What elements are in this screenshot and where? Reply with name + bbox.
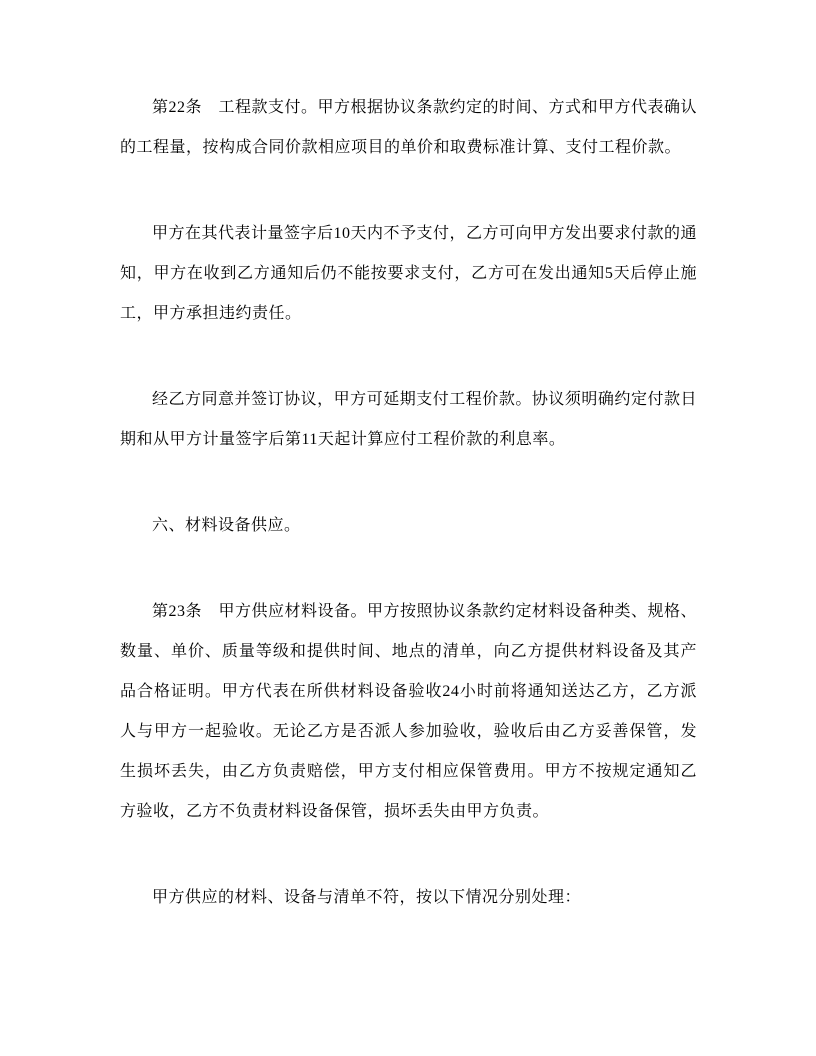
section-heading-materials-supply: 六、材料设备供应。 [152,517,301,534]
paragraph-deferred-payment-agreement: 经乙方同意并签订协议，甲方可延期支付工程价款。协议须明确约定付款日期和从甲方计量签字后第11天起计算应付工程价款的利息率。 [120,391,697,448]
paragraph-payment-deadline-notice: 甲方在其代表计量签字后10天内不予支付，乙方可向甲方发出要求付款的通知，甲方在收到乙方通知后仍不能按要求支付，乙方可在发出通知5天后停止施工，甲方承担违约责任。 [120,225,698,322]
paragraph-supply-list-mismatch: 甲方供应的材料、设备与清单不符，按以下情况分别处理： [152,889,582,906]
paragraph-article-23-materials-supply: 第23条 甲方供应材料设备。甲方按照协议条款约定材料设备种类、规格、数量、单价、质量等级和提供时间、地点的清单，向乙方提供材料设备及其产品合格证明。甲方代表在所供材料设备验收24小时前将通知送达乙方，乙方派人与甲方一起验收。无论乙方是否派人参加验收，验收后由乙方妥善保管，发生损坏丢失，由乙方负责赔偿，甲方支付相应保管费用。甲方不按规定通知乙方验收，乙方不负责材料设备保管，损坏丢失由甲方负责。 [120,603,698,820]
paragraph-article-22-payment: 第22条 工程款支付。甲方根据协议条款约定的时间、方式和甲方代表确认的工程量，按构成合同价款相应项目的单价和取费标准计算、支付工程价款。 [120,99,698,156]
